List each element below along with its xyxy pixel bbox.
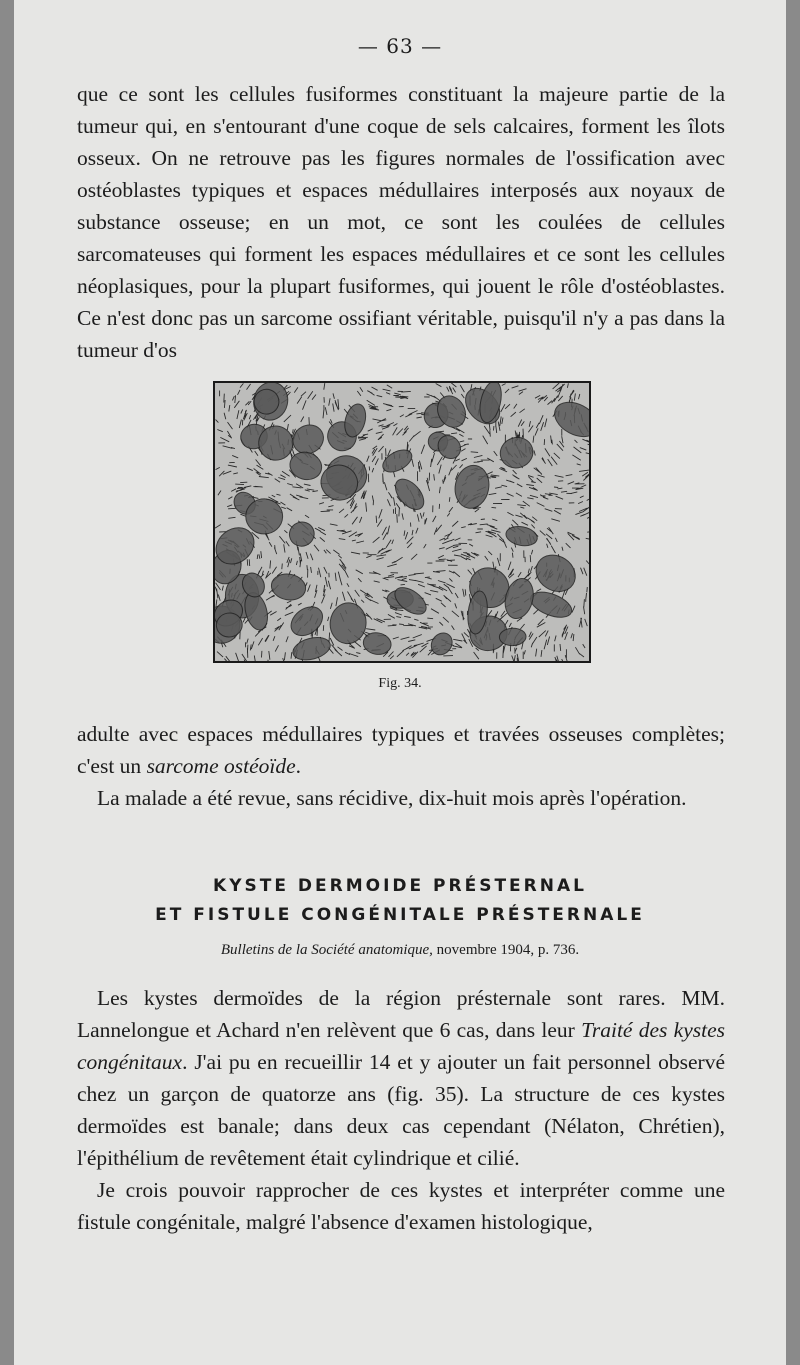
kystes-end: . J'ai pu en recueillir 14 et y ajouter un fait personnel observé chez un garçon de quatorze ans (fig. 35). La structure de ces kystes dermoïdes est banale; dans deux cas cependant (Nélaton, Chrétien), l'épithélium de revêtement était cylindrique et cilié. bbox=[77, 1050, 725, 1170]
kystes-italic: Traité des kystes congénitaux bbox=[77, 1018, 725, 1074]
body-text-middle bbox=[77, 718, 725, 814]
page-number: — 63 — bbox=[357, 34, 443, 58]
paragraph-tumeur: que ce sont les cellules fusiformes constituant la majeure partie de la tumeur qui, en s'entourant d'une coque de sels calcaires, forment les îlots osseux. On ne retrouve pas les figures normales de l'ossification avec ostéoblastes typiques et espaces médullaires interposés aux noyaux de substance osseuse; en un mot, ce sont les coulées de cellules sarcomateuses qui forment les espaces médullaires et ce sont les cellules néoplasiques, pour la plupart fusiformes, qui jouent le rôle d'ostéoblastes. Ce n'est donc pas un sarcome ossifiant véritable, puisqu'il n'y a pas dans la tumeur d'os bbox=[77, 82, 725, 362]
paragraph-followup: La malade a été revue, sans récidive, dix-huit mois après l'opération. bbox=[97, 786, 687, 810]
body-text-top bbox=[77, 78, 725, 366]
histology-engraving bbox=[215, 383, 589, 661]
paragraph-kystes bbox=[77, 982, 725, 1174]
section-title-line1: KYSTE DERMOIDE PRÉSTERNAL bbox=[213, 876, 587, 896]
body-text-bottom bbox=[77, 982, 725, 1238]
paragraph-fistule: Je crois pouvoir rapprocher de ces kystes et interpréter comme une fistule congénitale, malgré l'absence d'examen histologique, bbox=[77, 1178, 725, 1234]
kystes-text: Les kystes dermoïdes de la région présternale sont rares. MM. Lannelongue et Achard n'en relèvent que 6 cas, dans leur bbox=[77, 986, 725, 1042]
paragraph-conclusion bbox=[77, 718, 725, 782]
section-title-line2: ET FISTULE CONGÉNITALE PRÉSTERNALE bbox=[155, 905, 645, 925]
source-details: novembre 1904, p. 736. bbox=[432, 942, 580, 958]
figure-caption: Fig. 34. bbox=[378, 676, 422, 691]
section-source bbox=[0, 942, 800, 959]
conclusion-end: . bbox=[295, 754, 302, 778]
conclusion-italic: sarcome ostéoïde bbox=[146, 754, 296, 778]
source-journal: Bulletins de la Société anatomique, bbox=[220, 942, 433, 958]
conclusion-text: adulte avec espaces médullaires typiques et travées osseuses complètes; c'est un bbox=[77, 722, 725, 778]
figure-34-illustration bbox=[213, 381, 591, 663]
